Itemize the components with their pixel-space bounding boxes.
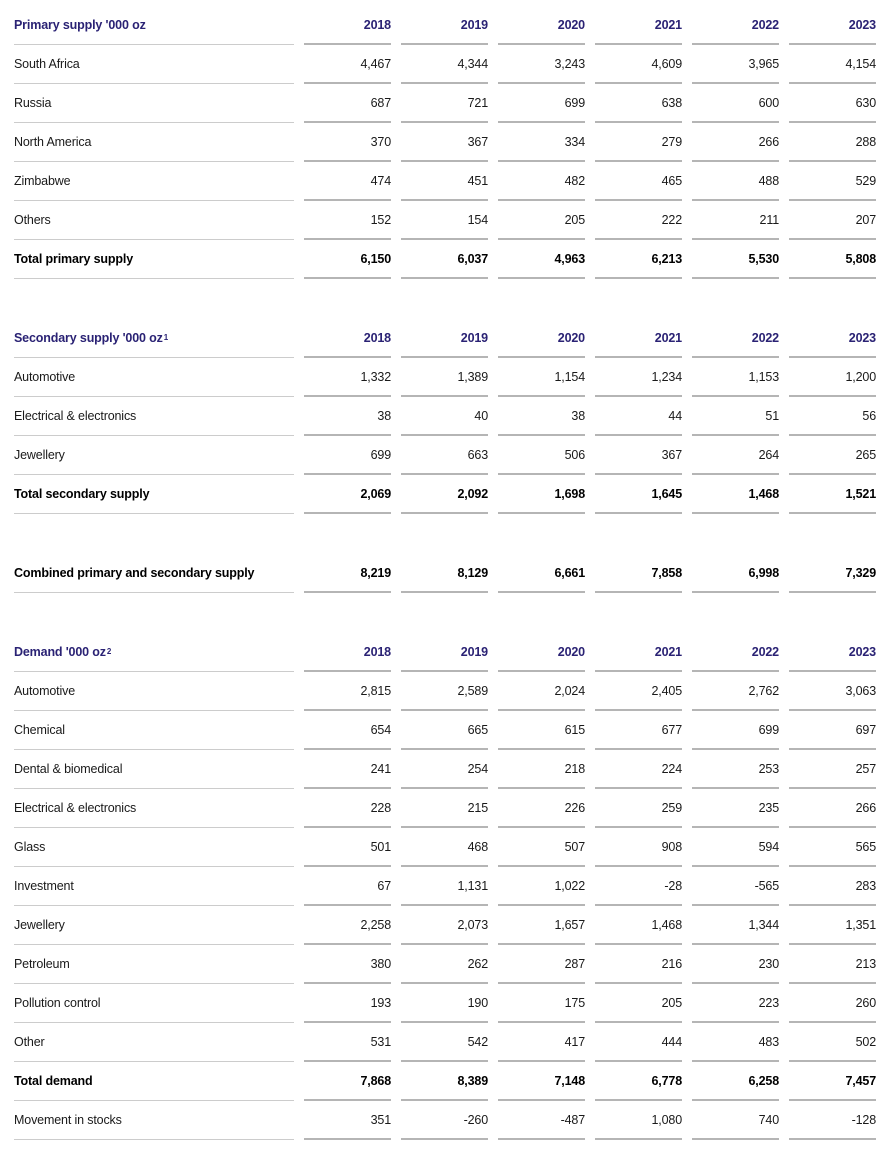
- cell-value: 205: [595, 984, 682, 1023]
- cell-value: 8,129: [401, 554, 488, 593]
- cell-value: 600: [692, 84, 779, 123]
- cell-value: 1,332: [304, 358, 391, 397]
- cell-value: 222: [595, 201, 682, 240]
- row-label: Electrical & electronics: [14, 397, 294, 436]
- cell-value: 334: [498, 123, 585, 162]
- year-header: 2021: [595, 633, 682, 672]
- cell-value: 40: [401, 397, 488, 436]
- row-label: Movement in stocks: [14, 1101, 294, 1140]
- cell-value: 2,069: [304, 475, 391, 514]
- cell-value: 507: [498, 828, 585, 867]
- cell-value: 677: [595, 711, 682, 750]
- cell-value: 230: [692, 945, 779, 984]
- cell-value: 501: [304, 828, 391, 867]
- cell-value: 283: [789, 867, 876, 906]
- section-header-row: [14, 6, 876, 45]
- row-label: Combined primary and secondary supply: [14, 554, 294, 593]
- table-row: [14, 867, 876, 906]
- cell-value: 444: [595, 1023, 682, 1062]
- table-row: [14, 475, 876, 514]
- table-section-secondary-supply: [14, 319, 876, 514]
- row-label: Pollution control: [14, 984, 294, 1023]
- cell-value: 380: [304, 945, 391, 984]
- year-header: 2022: [692, 6, 779, 45]
- cell-value: 1,022: [498, 867, 585, 906]
- cell-value: 51: [692, 397, 779, 436]
- cell-value: 654: [304, 711, 391, 750]
- cell-value: 262: [401, 945, 488, 984]
- table-row: [14, 1023, 876, 1062]
- row-label: South Africa: [14, 45, 294, 84]
- cell-value: 370: [304, 123, 391, 162]
- cell-value: 259: [595, 789, 682, 828]
- cell-value: -487: [498, 1101, 585, 1140]
- cell-value: 38: [304, 397, 391, 436]
- cell-value: 215: [401, 789, 488, 828]
- year-header: 2018: [304, 633, 391, 672]
- cell-value: 6,661: [498, 554, 585, 593]
- cell-value: 7,148: [498, 1062, 585, 1101]
- cell-value: 1,521: [789, 475, 876, 514]
- cell-value: 2,258: [304, 906, 391, 945]
- cell-value: 3,965: [692, 45, 779, 84]
- cell-value: 56: [789, 397, 876, 436]
- cell-value: 152: [304, 201, 391, 240]
- cell-value: 506: [498, 436, 585, 475]
- table-row: [14, 358, 876, 397]
- cell-value: 2,815: [304, 672, 391, 711]
- section-title: Demand '000 oz 2: [14, 633, 294, 672]
- cell-value: 6,998: [692, 554, 779, 593]
- year-header: 2019: [401, 319, 488, 358]
- table-row: [14, 906, 876, 945]
- cell-value: 260: [789, 984, 876, 1023]
- cell-value: 565: [789, 828, 876, 867]
- cell-value: 213: [789, 945, 876, 984]
- section-title-text: Secondary supply '000 oz: [14, 331, 163, 345]
- year-header: 2023: [789, 6, 876, 45]
- cell-value: 2,092: [401, 475, 488, 514]
- cell-value: 1,153: [692, 358, 779, 397]
- cell-value: 474: [304, 162, 391, 201]
- cell-value: 6,150: [304, 240, 391, 279]
- year-header: 2020: [498, 6, 585, 45]
- cell-value: 224: [595, 750, 682, 789]
- cell-value: 6,778: [595, 1062, 682, 1101]
- cell-value: 488: [692, 162, 779, 201]
- table-row: [14, 789, 876, 828]
- cell-value: 615: [498, 711, 585, 750]
- row-label: Zimbabwe: [14, 162, 294, 201]
- cell-value: 223: [692, 984, 779, 1023]
- year-header: 2020: [498, 633, 585, 672]
- cell-value: 663: [401, 436, 488, 475]
- row-label: Dental & biomedical: [14, 750, 294, 789]
- table-row: [14, 436, 876, 475]
- table-row: [14, 397, 876, 436]
- cell-value: 288: [789, 123, 876, 162]
- table-row: [14, 984, 876, 1023]
- cell-value: 264: [692, 436, 779, 475]
- cell-value: 190: [401, 984, 488, 1023]
- cell-value: 226: [498, 789, 585, 828]
- row-label: Total primary supply: [14, 240, 294, 279]
- year-header: 2023: [789, 633, 876, 672]
- cell-value: 1,234: [595, 358, 682, 397]
- row-label: Others: [14, 201, 294, 240]
- cell-value: 483: [692, 1023, 779, 1062]
- section-title: Secondary supply '000 oz 1: [14, 319, 294, 358]
- cell-value: 502: [789, 1023, 876, 1062]
- table-section-demand: [14, 633, 876, 1140]
- cell-value: 5,808: [789, 240, 876, 279]
- cell-value: 265: [789, 436, 876, 475]
- row-label: Total demand: [14, 1062, 294, 1101]
- year-header: 2019: [401, 6, 488, 45]
- cell-value: 175: [498, 984, 585, 1023]
- cell-value: 542: [401, 1023, 488, 1062]
- year-header: 2019: [401, 633, 488, 672]
- cell-value: 1,154: [498, 358, 585, 397]
- cell-value: 254: [401, 750, 488, 789]
- cell-value: 7,858: [595, 554, 682, 593]
- cell-value: 211: [692, 201, 779, 240]
- table-row: [14, 162, 876, 201]
- cell-value: 4,467: [304, 45, 391, 84]
- cell-value: 154: [401, 201, 488, 240]
- cell-value: 594: [692, 828, 779, 867]
- cell-value: 2,762: [692, 672, 779, 711]
- table-row: [14, 1101, 876, 1140]
- cell-value: 465: [595, 162, 682, 201]
- cell-value: 207: [789, 201, 876, 240]
- cell-value: 3,063: [789, 672, 876, 711]
- cell-value: 235: [692, 789, 779, 828]
- cell-value: 1,468: [595, 906, 682, 945]
- cell-value: 687: [304, 84, 391, 123]
- cell-value: 1,389: [401, 358, 488, 397]
- cell-value: 1,468: [692, 475, 779, 514]
- cell-value: 2,073: [401, 906, 488, 945]
- cell-value: 279: [595, 123, 682, 162]
- cell-value: 8,389: [401, 1062, 488, 1101]
- cell-value: 1,657: [498, 906, 585, 945]
- table-row: [14, 554, 876, 593]
- cell-value: 7,329: [789, 554, 876, 593]
- year-header: 2021: [595, 6, 682, 45]
- cell-value: 721: [401, 84, 488, 123]
- table-row: [14, 828, 876, 867]
- row-label: Glass: [14, 828, 294, 867]
- cell-value: 266: [692, 123, 779, 162]
- table-row: [14, 123, 876, 162]
- table-section-primary-supply: [14, 6, 876, 279]
- cell-value: 367: [401, 123, 488, 162]
- cell-value: 417: [498, 1023, 585, 1062]
- row-label: Petroleum: [14, 945, 294, 984]
- cell-value: 529: [789, 162, 876, 201]
- cell-value: 5,530: [692, 240, 779, 279]
- row-label: North America: [14, 123, 294, 162]
- table-row: [14, 84, 876, 123]
- table-row: [14, 240, 876, 279]
- cell-value: -128: [789, 1101, 876, 1140]
- cell-value: 697: [789, 711, 876, 750]
- cell-value: 6,258: [692, 1062, 779, 1101]
- cell-value: 218: [498, 750, 585, 789]
- cell-value: 699: [498, 84, 585, 123]
- cell-value: 4,154: [789, 45, 876, 84]
- cell-value: 630: [789, 84, 876, 123]
- table-row: [14, 201, 876, 240]
- cell-value: 699: [692, 711, 779, 750]
- table-row: [14, 45, 876, 84]
- cell-value: 228: [304, 789, 391, 828]
- cell-value: 253: [692, 750, 779, 789]
- cell-value: 1,344: [692, 906, 779, 945]
- cell-value: 1,200: [789, 358, 876, 397]
- cell-value: 4,344: [401, 45, 488, 84]
- row-label: Jewellery: [14, 436, 294, 475]
- cell-value: 44: [595, 397, 682, 436]
- cell-value: 1,080: [595, 1101, 682, 1140]
- table-row: [14, 750, 876, 789]
- section-title-text: Primary supply '000 oz: [14, 18, 146, 32]
- cell-value: 2,024: [498, 672, 585, 711]
- section-header-row: [14, 319, 876, 358]
- cell-value: 67: [304, 867, 391, 906]
- cell-value: 266: [789, 789, 876, 828]
- cell-value: 699: [304, 436, 391, 475]
- year-header: 2021: [595, 319, 682, 358]
- year-header: 2018: [304, 319, 391, 358]
- cell-value: 638: [595, 84, 682, 123]
- year-header: 2022: [692, 319, 779, 358]
- cell-value: 1,351: [789, 906, 876, 945]
- cell-value: 241: [304, 750, 391, 789]
- cell-value: 351: [304, 1101, 391, 1140]
- cell-value: 740: [692, 1101, 779, 1140]
- cell-value: 482: [498, 162, 585, 201]
- cell-value: -260: [401, 1101, 488, 1140]
- cell-value: 38: [498, 397, 585, 436]
- table-row: [14, 1062, 876, 1101]
- table-row: [14, 711, 876, 750]
- cell-value: 205: [498, 201, 585, 240]
- table-row: [14, 672, 876, 711]
- row-label: Automotive: [14, 672, 294, 711]
- cell-value: -28: [595, 867, 682, 906]
- cell-value: 1,645: [595, 475, 682, 514]
- cell-value: 6,037: [401, 240, 488, 279]
- cell-value: 6,213: [595, 240, 682, 279]
- year-header: 2020: [498, 319, 585, 358]
- row-label: Jewellery: [14, 906, 294, 945]
- section-title-text: Demand '000 oz: [14, 645, 106, 659]
- section-header-row: [14, 633, 876, 672]
- cell-value: 7,868: [304, 1062, 391, 1101]
- row-label: Investment: [14, 867, 294, 906]
- cell-value: 257: [789, 750, 876, 789]
- cell-value: 1,698: [498, 475, 585, 514]
- cell-value: 665: [401, 711, 488, 750]
- cell-value: 451: [401, 162, 488, 201]
- cell-value: 3,243: [498, 45, 585, 84]
- cell-value: 4,963: [498, 240, 585, 279]
- cell-value: 2,405: [595, 672, 682, 711]
- row-label: Automotive: [14, 358, 294, 397]
- cell-value: 216: [595, 945, 682, 984]
- cell-value: 468: [401, 828, 488, 867]
- year-header: 2018: [304, 6, 391, 45]
- year-header: 2022: [692, 633, 779, 672]
- section-title: [14, 6, 294, 45]
- cell-value: 1,131: [401, 867, 488, 906]
- year-header: 2023: [789, 319, 876, 358]
- cell-value: 2,589: [401, 672, 488, 711]
- cell-value: 193: [304, 984, 391, 1023]
- row-label: Chemical: [14, 711, 294, 750]
- table-row: [14, 945, 876, 984]
- cell-value: 531: [304, 1023, 391, 1062]
- cell-value: 908: [595, 828, 682, 867]
- table-section-combined-supply: [14, 554, 876, 593]
- cell-value: 7,457: [789, 1062, 876, 1101]
- row-label: Russia: [14, 84, 294, 123]
- cell-value: -565: [692, 867, 779, 906]
- cell-value: 287: [498, 945, 585, 984]
- row-label: Total secondary supply: [14, 475, 294, 514]
- table-sections: [14, 6, 876, 1140]
- row-label: Electrical & electronics: [14, 789, 294, 828]
- cell-value: 367: [595, 436, 682, 475]
- row-label: Other: [14, 1023, 294, 1062]
- cell-value: 4,609: [595, 45, 682, 84]
- cell-value: 8,219: [304, 554, 391, 593]
